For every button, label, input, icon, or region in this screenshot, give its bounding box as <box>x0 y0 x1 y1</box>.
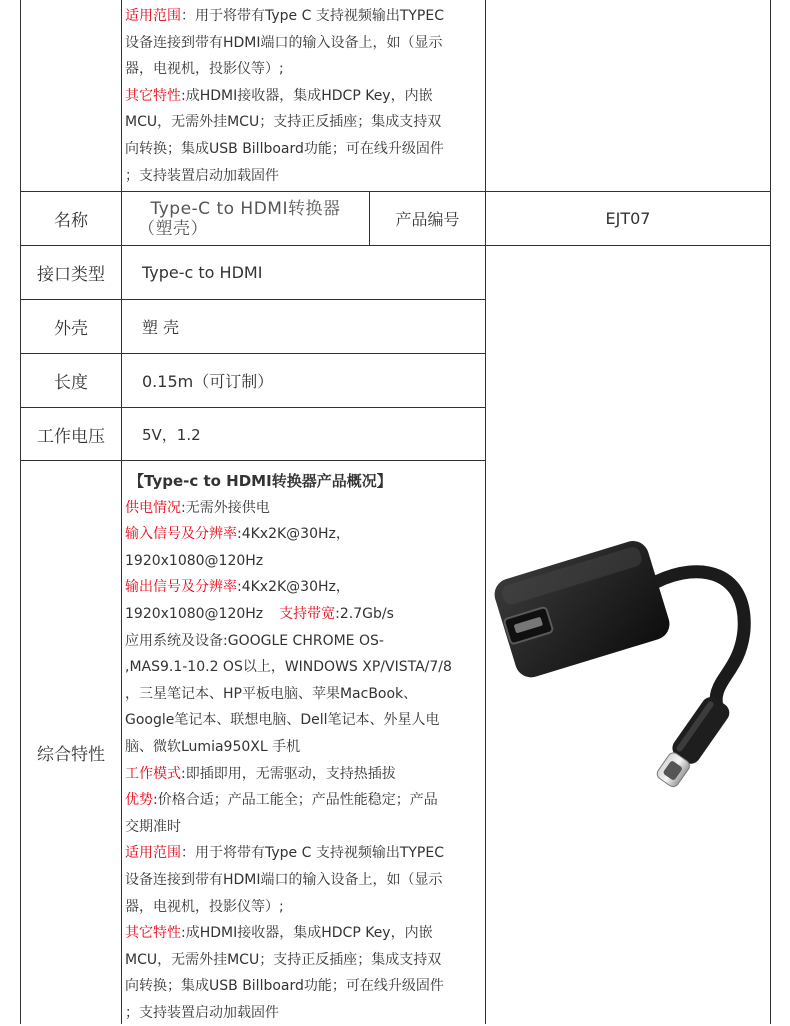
feature-line <box>125 136 483 163</box>
features-label: 综合特性 <box>37 745 105 765</box>
adapter-body <box>491 537 674 681</box>
feature-line <box>125 840 483 867</box>
name-label: 名称 <box>54 211 88 231</box>
feature-line-text: 成HDMI接收器，集成HDCP Key，内嵌 <box>185 87 433 104</box>
feature-line-text: 设备连接到带有HDMI端口的输入设备上，如（显示 <box>125 34 443 51</box>
feature-line-text: 用于将带有Type C 支持视频输出TYPEC <box>195 845 444 862</box>
feature-line-label: 工作模式 <box>125 765 181 782</box>
name-value <box>122 192 369 245</box>
feature-line-text: 应用系统及设备:GOOGLE CHROME OS- <box>125 632 384 649</box>
feature-line-text: 价格合适；产品工能全；产品性能稳定；产品 <box>157 792 438 809</box>
feature-line <box>125 574 483 601</box>
feature-line-label: 其它特性 <box>125 925 181 942</box>
feature-line-sep: ： <box>181 845 195 862</box>
spec-label-length: 长度 <box>54 373 88 393</box>
feature-line-sep: : <box>181 925 186 942</box>
feature-line <box>125 707 483 734</box>
name-value-line2: （塑壳） <box>138 218 208 239</box>
feature-line-sep: : <box>153 792 158 809</box>
feature-line <box>125 947 483 974</box>
feature-line-text: MCU，无需外挂MCU；支持正反插座；集成支持双 <box>125 114 442 131</box>
feature-line <box>125 628 483 655</box>
feature-line-text: 器，电视机，投影仪等）; <box>125 61 284 78</box>
feature-line-label: 输出信号及分辨率 <box>125 579 237 596</box>
feature-line-text: 无需外接供电 <box>185 499 270 516</box>
feature-line-text: ，三星笔记本、HP平板电脑、苹果MacBook、 <box>125 685 418 702</box>
feature-line-sep: : <box>181 765 186 782</box>
feature-line <box>125 56 483 83</box>
feature-line <box>125 3 483 30</box>
feature-line <box>125 920 483 947</box>
feature-line-label: 输入信号及分辨率 <box>125 526 237 543</box>
feature-line-label: 优势 <box>125 792 153 809</box>
feature-line <box>125 681 483 708</box>
feature-line-label: 供电情况 <box>125 499 181 516</box>
border-col1 <box>121 0 122 1024</box>
feature-line-extra-text: 2.7Gb/s <box>339 605 394 622</box>
feature-line <box>125 548 483 575</box>
feature-line-text: ；支持装置启动加载固件 <box>125 167 279 184</box>
feature-line-text: 脑、微软Lumia950XL 手机 <box>125 738 301 755</box>
spec-value-voltage: 5V，1.2 <box>142 425 201 444</box>
feature-line <box>125 521 483 548</box>
feature-line-text: ,MAS9.1-10.2 OS以上，WINDOWS XP/VISTA/7/8 <box>125 659 452 676</box>
feature-line-text: 向转换；集成USB Billboard功能；可在线升级固件 <box>125 978 444 995</box>
feature-line <box>125 654 483 681</box>
feature-line <box>125 787 483 814</box>
feature-line <box>125 163 483 190</box>
feature-line-text: 器，电视机，投影仪等）; <box>125 898 284 915</box>
feature-line-text: 4Kx2K@30Hz， <box>241 579 350 596</box>
spec-label-shell: 外壳 <box>54 319 88 339</box>
feature-line <box>125 109 483 136</box>
spec-value-shell: 塑 壳 <box>142 318 180 337</box>
product-code-label: 产品编号 <box>395 210 460 229</box>
feature-line <box>125 814 483 841</box>
feature-line-sep: : <box>181 87 186 104</box>
name-value-line1: Type-C to HDMI转换器 <box>150 198 341 219</box>
spec-value-interface: Type-c to HDMI <box>142 263 263 282</box>
feature-line <box>125 601 483 628</box>
product-code-value: EJT07 <box>605 209 651 228</box>
feature-line-extra-sep: : <box>335 605 340 622</box>
spec-value-length: 0.15m（可订制） <box>142 372 274 391</box>
features-heading: 【Type-c to HDMI转换器产品概况】 <box>129 472 392 490</box>
feature-line-text: 成HDMI接收器，集成HDCP Key，内嵌 <box>185 925 433 942</box>
feature-line-label: 适用范围 <box>125 845 181 862</box>
feature-line <box>125 30 483 57</box>
feature-line-text: MCU，无需外挂MCU；支持正反插座；集成支持双 <box>125 951 442 968</box>
feature-line-text: 1920x1080@120Hz <box>125 552 264 569</box>
feature-line-text: 用于将带有Type C 支持视频输出TYPEC <box>195 8 444 24</box>
feature-line <box>125 1000 483 1026</box>
feature-line-sep: ： <box>181 8 195 24</box>
features-lines <box>125 495 483 1026</box>
feature-line-text: ；支持装置启动加载固件 <box>125 1004 279 1021</box>
feature-line <box>125 495 483 522</box>
feature-line <box>125 973 483 1000</box>
feature-line <box>125 761 483 788</box>
feature-line <box>125 894 483 921</box>
product-photo <box>486 500 776 820</box>
spec-label-interface: 接口类型 <box>37 265 105 285</box>
feature-line <box>125 867 483 894</box>
features-block <box>125 468 483 1026</box>
feature-line-text: 1920x1080@120Hz <box>125 605 264 622</box>
feature-line-text: 向转换；集成USB Billboard功能；可在线升级固件 <box>125 140 444 157</box>
feature-line-sep: : <box>181 499 186 516</box>
feature-line-text: 即插即用，无需驱动，支持热插拔 <box>185 765 396 782</box>
feature-line-text: 交期准时 <box>125 818 181 835</box>
spec-label-voltage: 工作电压 <box>37 426 105 447</box>
feature-line <box>125 734 483 761</box>
feature-line-label: 其它特性 <box>125 87 181 104</box>
feature-line-extra-label: 支持带宽 <box>279 605 336 622</box>
cable <box>656 572 744 712</box>
feature-line-sep: : <box>237 526 242 543</box>
feature-line-sep: : <box>237 579 242 596</box>
feature-line <box>125 83 483 110</box>
feature-line-text: 4Kx2K@30Hz， <box>241 526 350 543</box>
feature-line-text: Google笔记本、联想电脑、Dell笔记本、外星人电 <box>125 712 440 729</box>
feature-line-text: 设备连接到带有HDMI端口的输入设备上，如（显示 <box>125 871 443 888</box>
feature-line-label: 适用范围 <box>125 8 181 24</box>
top-features-block <box>125 3 483 189</box>
